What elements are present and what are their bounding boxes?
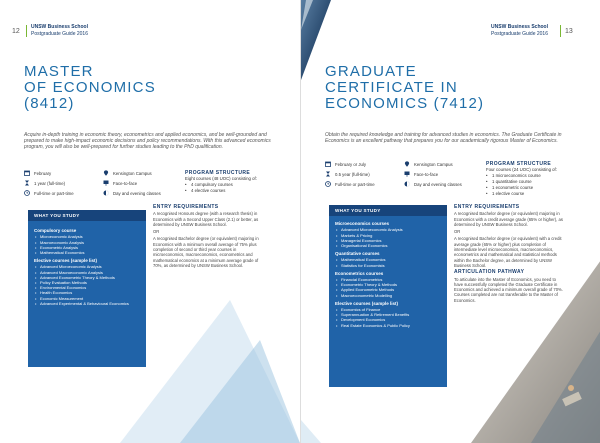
guide-name: Postgraduate Guide 2016 [491, 31, 548, 37]
list-item: • Advanced Econometric Theory & Methods [34, 275, 140, 280]
title-line: ECONOMICS (7412) [325, 95, 485, 112]
list-item: • Advanced Microeconomic Analysis [335, 227, 441, 232]
fact-mode-text: Full-time or part-time [34, 190, 74, 196]
fact-intake-text: February or July [335, 161, 367, 167]
fact-delivery-text: Face-to-face [113, 180, 138, 186]
articulation-pathway-text: To articulate into the Master of Economics, you need to have successfully completed the Graduate Certificate in Economics and achieved a minimum overall grade of 70%. Courses completed are not transferable to the Master of Economics. [454, 276, 563, 303]
title-line: CERTIFICATE IN [325, 79, 458, 96]
list-item: • Microeconomic Analysis [34, 234, 140, 239]
presentation-icon [103, 180, 109, 186]
fact-intake [325, 161, 366, 167]
list-item: • Superannuation & Retirement Benefits [335, 312, 441, 317]
title-line: OF ECONOMICS [24, 79, 156, 96]
what-you-study-panel [329, 205, 447, 387]
clock-icon [325, 181, 331, 187]
fact-classes-text: Day and evening classes [414, 181, 462, 187]
list-item: • Health Economics [34, 290, 140, 295]
list-item: • 1 elective course [486, 191, 591, 197]
fact-mode-text: Full-time or part-time [335, 181, 375, 187]
program-structure [486, 161, 591, 197]
title-line: GRADUATE [325, 63, 417, 80]
calendar-icon [24, 170, 30, 176]
entry-or: OR [454, 229, 461, 235]
location-pin-icon [103, 170, 109, 176]
intro-text: Acquire in-depth training in economic theory, econometrics and applied economics, and be well-grounded and prepared to make high-impact economic decisions and policy recommendations. With this advanced economics program, you will also be well-prepared for further studies leading to the PhD qualification. [24, 132, 271, 151]
fact-delivery [404, 171, 438, 177]
fact-intake [24, 170, 51, 176]
location-pin-icon [404, 161, 410, 167]
guide-name: Postgraduate Guide 2016 [31, 31, 88, 37]
section-heading: Microeconomics courses [335, 221, 390, 227]
list-item: • 1 quantitative course [486, 179, 591, 185]
list-item: • Macroeconomic Analysis [34, 240, 140, 245]
page-title [24, 64, 156, 112]
fact-campus [103, 170, 152, 176]
list-item: • 1 econometric course [486, 185, 591, 191]
list-item: • 4 compulsory courses [185, 182, 290, 188]
fact-campus-text: Kensington Campus [113, 170, 152, 176]
fact-duration [24, 180, 65, 186]
entry-requirements [454, 205, 566, 305]
section-heading: Quantitative courses [335, 251, 380, 257]
section-heading: Elective courses (sample list) [34, 258, 98, 264]
header-divider [26, 25, 27, 37]
page-number: 13 [565, 28, 573, 35]
entry-requirements [153, 205, 265, 270]
presentation-icon [404, 171, 410, 177]
entry-paragraph: A recognised Honours degree (with a research thesis) in Economics with a Second Upper Class (2.1) or better, as determined by UNSW Business School. [153, 211, 259, 227]
program-structure [185, 170, 290, 194]
page-number: 12 [12, 28, 20, 35]
page-title [325, 64, 484, 112]
list-item: • Econometric Theory & Methods [335, 282, 441, 287]
hourglass-icon [325, 171, 331, 177]
list-item: • Statistics for Economists [335, 263, 441, 268]
fact-classes [404, 181, 462, 187]
list-item: • Econometric Analysis [34, 245, 140, 250]
section-heading: Elective courses (sample list) [335, 300, 399, 306]
program-structure-intro: Eight courses (48 UOC) consisting of: [185, 176, 257, 181]
header-divider [560, 25, 561, 37]
entry-paragraph: A recognised Bachelor degree (or equivalent) with a credit average grade (65% or higher) plus completion of intermediate level microeconomics, macroeconomics, econometrics and mathematical and statistical methods within the Bachelor degree, as determined by UNSW Business School. [454, 236, 562, 268]
section-heading: Compulsory course [34, 228, 77, 234]
fact-duration [325, 171, 370, 177]
list-item: • Macroeconometric Modelling [335, 293, 441, 298]
school-name: UNSW Business School [31, 24, 88, 30]
list-item: • Markets & Pricing [335, 233, 441, 238]
what-you-study-heading: WHAT YOU STUDY [329, 205, 447, 216]
fact-mode [325, 181, 375, 187]
list-item: • Environmental Economics [34, 285, 140, 290]
entry-or: OR [153, 229, 160, 235]
program-structure-intro: Four courses (24 UOC) consisting of: [486, 167, 557, 172]
running-header [491, 24, 548, 46]
list-item: • Applied Econometric Methods [335, 287, 441, 292]
fact-classes-text: Day and evening classes [113, 190, 161, 196]
clock-icon [24, 190, 30, 196]
section-heading: Econometrics courses [335, 270, 384, 276]
list-item: • Advanced Microeconomic Analysis [34, 264, 140, 269]
list-item: • Real Estate Economics & Public Policy [335, 323, 441, 328]
program-structure-heading: PROGRAM STRUCTURE [486, 161, 552, 167]
list-item: • Advanced Experimental & Behavioural Economics [34, 301, 140, 306]
list-item: • 4 elective courses [185, 188, 290, 194]
title-line: MASTER [24, 63, 94, 80]
list-item: • Policy Evaluation Methods [34, 280, 140, 285]
entry-paragraph: A recognised Bachelor degree (or equivalent) majoring in Economics with a minimum overall average of 75% plus completion of second or third year courses in microeconomics, macroeconomics, econometrics and mathematical economics at a minimum average grade of 70%, as determined by UNSW Business School. [153, 236, 259, 268]
entry-requirements-heading: ENTRY REQUIREMENTS [454, 204, 520, 210]
list-item: • Advanced Macroeconomic Analysis [34, 270, 140, 275]
running-header [31, 24, 88, 46]
entry-requirements-heading: ENTRY REQUIREMENTS [153, 204, 219, 210]
list-item: • 1 microeconomics course [486, 173, 591, 179]
list-item: • Organisational Economics [335, 243, 441, 248]
list-item: • Economic Measurement [34, 296, 140, 301]
list-item: • Development Economics [335, 317, 441, 322]
fact-classes [103, 190, 161, 196]
fact-delivery-text: Face-to-face [414, 171, 439, 177]
intro-text: Obtain the required knowledge and training for advanced studies in economics. The Graduate Certificate in Economics is an excellent pathway that prepares you for our academically rigorous Master of Economics. [325, 132, 562, 145]
title-line: (8412) [24, 95, 75, 112]
entry-paragraph: A recognised Bachelor degree (or equivalent) majoring in Economics with a credit average grade (65% or higher), as determined by UNSW Business School. [454, 211, 563, 227]
fact-campus-text: Kensington Campus [414, 161, 453, 167]
fact-mode [24, 190, 74, 196]
school-name: UNSW Business School [491, 24, 548, 30]
what-you-study-heading: WHAT YOU STUDY [28, 210, 146, 221]
calendar-icon [325, 161, 331, 167]
list-item: • Mathematical Economics [34, 250, 140, 255]
list-item: • Financial Econometrics [335, 277, 441, 282]
list-item: • Managerial Economics [335, 238, 441, 243]
fact-delivery [103, 180, 137, 186]
fact-duration-text: 1 year (full-time) [34, 180, 66, 186]
what-you-study-panel [28, 210, 146, 367]
day-night-icon [103, 190, 109, 196]
day-night-icon [404, 181, 410, 187]
list-item: • Economics of Finance [335, 307, 441, 312]
fact-intake-text: February [34, 170, 52, 176]
fact-campus [404, 161, 453, 167]
list-item: • Mathematical Economics [335, 257, 441, 262]
articulation-pathway-heading: ARTICULATION PATHWAY [454, 269, 525, 276]
fact-duration-text: 0.5 year (full-time) [335, 171, 370, 177]
right-page [300, 0, 600, 443]
hourglass-icon [24, 180, 30, 186]
program-structure-heading: PROGRAM STRUCTURE [185, 170, 251, 176]
